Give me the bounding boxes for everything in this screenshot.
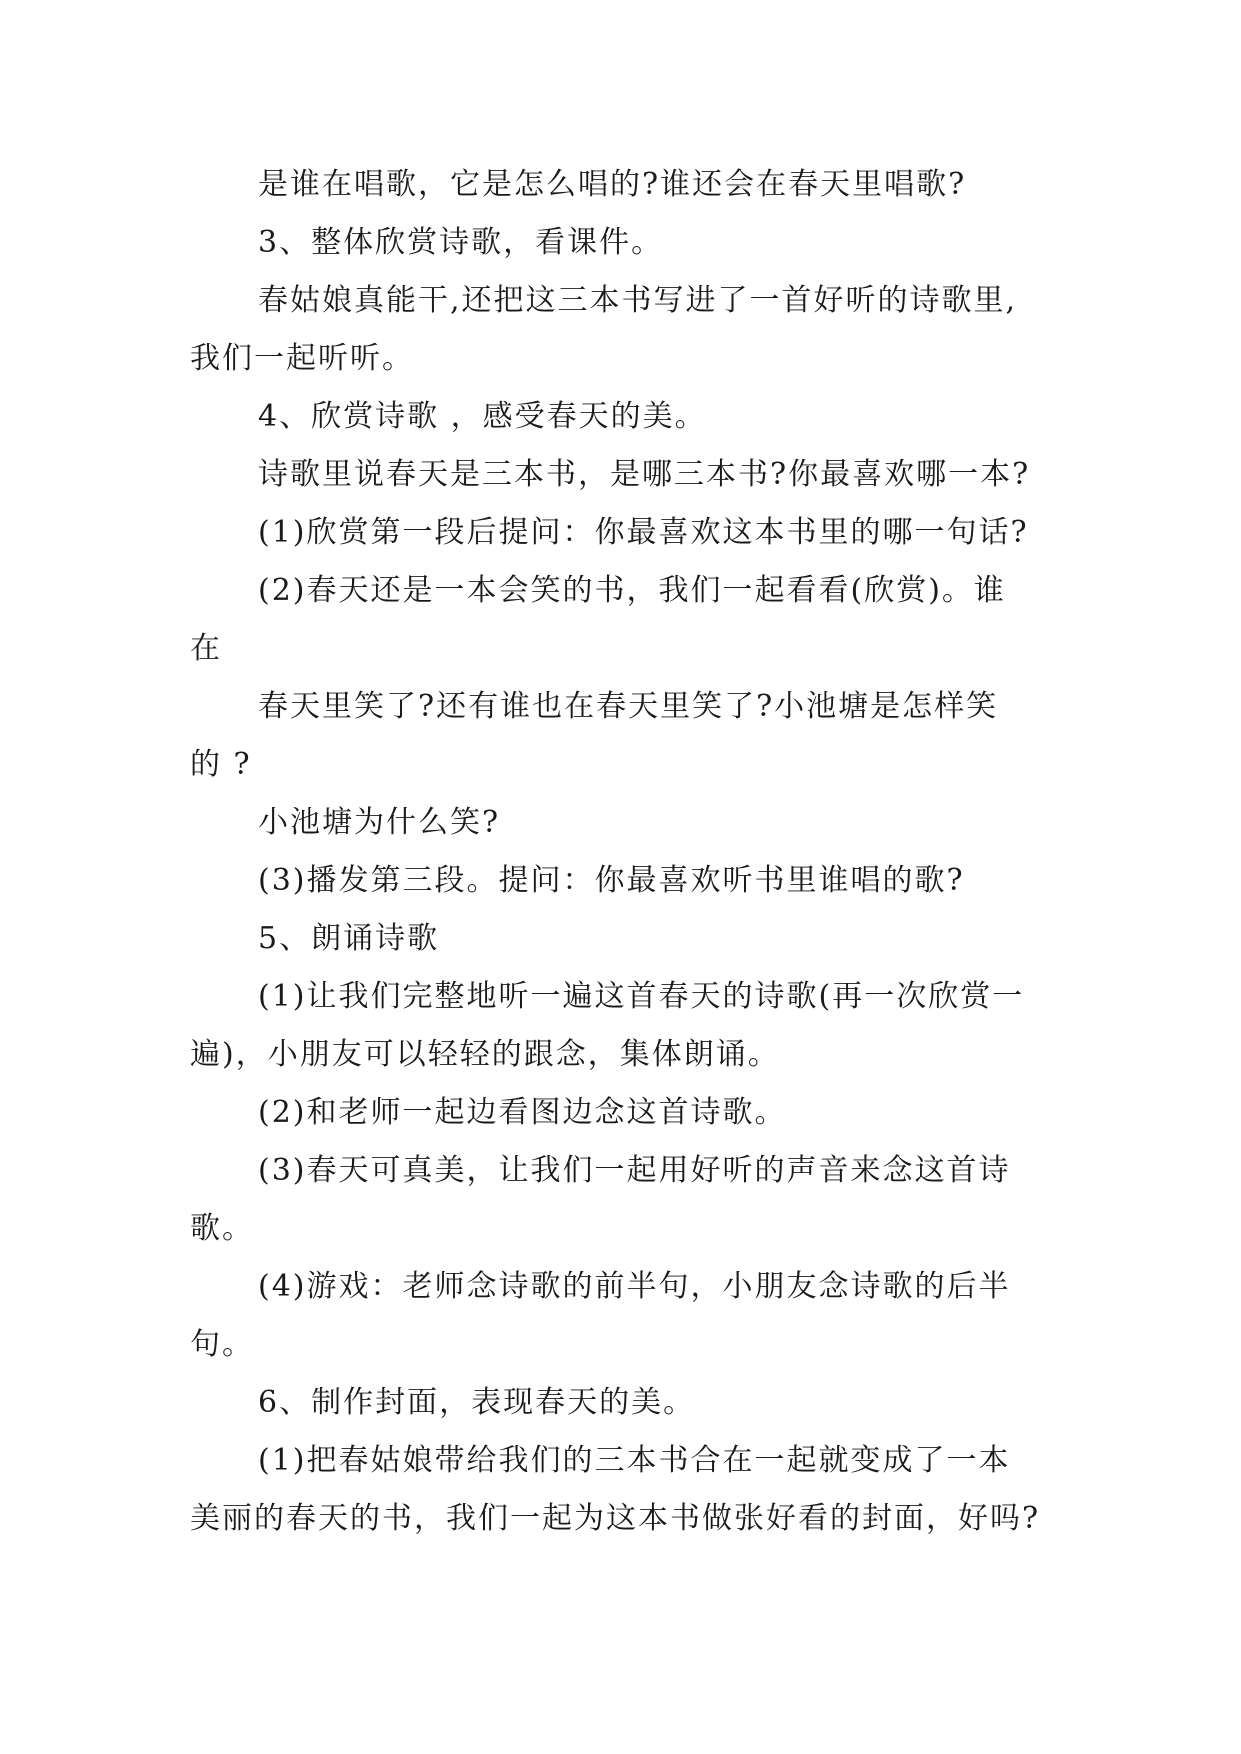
- text-line: (1)让我们完整地听一遍这首春天的诗歌(再一次欣赏一: [258, 979, 1025, 1014]
- text-line: 小池塘为什么笑?: [258, 805, 501, 840]
- text-line: 春天里笑了?还有谁也在春天里笑了?小池塘是怎样笑: [258, 689, 999, 724]
- text-line: 遍)，小朋友可以轻轻的跟念，集体朗诵。: [190, 1037, 780, 1072]
- text-line: (2)春天还是一本会笑的书，我们一起看看(欣赏)。谁: [258, 573, 1006, 608]
- text-line: 诗歌里说春天是三本书，是哪三本书?你最喜欢哪一本?: [258, 457, 1031, 492]
- text-line: 4、欣赏诗歌 ，感受春天的美。: [258, 399, 707, 434]
- text-line: (3)春天可真美，让我们一起用好听的声音来念这首诗: [258, 1153, 1011, 1188]
- text-line: 6、制作封面，表现春天的美。: [258, 1385, 696, 1420]
- text-line: 春姑娘真能干,还把这三本书写进了一首好听的诗歌里,: [258, 283, 1018, 318]
- text-line: 是谁在唱歌，它是怎么唱的?谁还会在春天里唱歌?: [258, 167, 967, 202]
- text-line: (1)把春姑娘带给我们的三本书合在一起就变成了一本: [258, 1443, 1011, 1478]
- text-line: (2)和老师一起边看图边念这首诗歌。: [258, 1095, 787, 1130]
- text-line: 歌。: [190, 1211, 254, 1246]
- text-line: 3、整体欣赏诗歌，看课件。: [258, 225, 664, 260]
- text-line: (1)欣赏第一段后提问：你最喜欢这本书里的哪一句话?: [258, 515, 1029, 550]
- text-line: 的 ?: [190, 747, 252, 782]
- text-line: 5、朗诵诗歌: [258, 921, 440, 956]
- text-line: (4)游戏：老师念诗歌的前半句，小朋友念诗歌的后半: [258, 1269, 1011, 1304]
- text-line: 美丽的春天的书，我们一起为这本书做张好看的封面，好吗?: [190, 1501, 1041, 1536]
- text-line: 在: [190, 631, 222, 666]
- text-line: 我们一起听听。: [190, 341, 414, 376]
- text-line: (3)播发第三段。提问：你最喜欢听书里谁唱的歌?: [258, 863, 965, 898]
- text-line: 句。: [190, 1327, 254, 1362]
